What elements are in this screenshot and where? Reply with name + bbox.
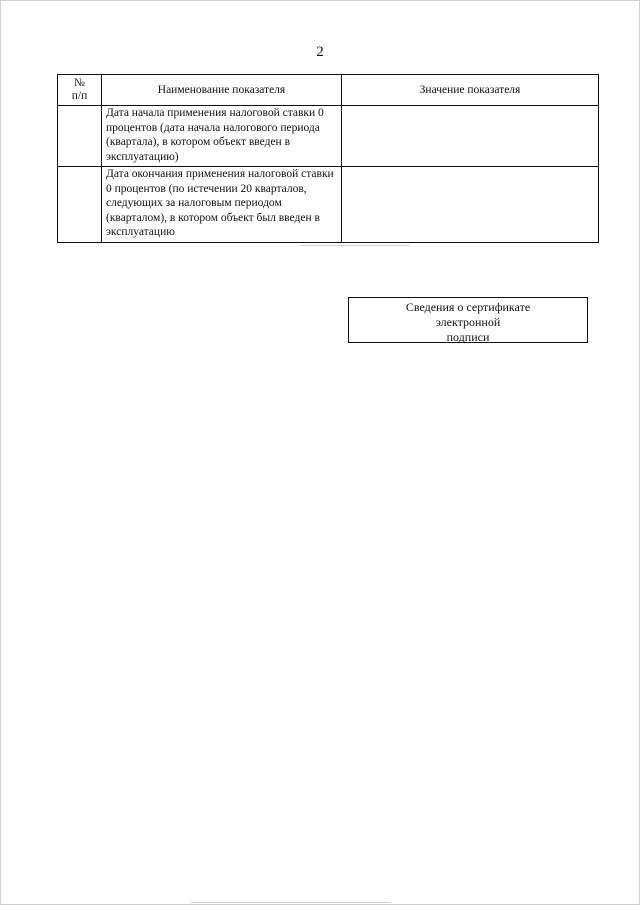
table-row <box>58 167 599 243</box>
table-row <box>58 106 599 167</box>
scan-artifact-line <box>300 245 410 246</box>
certificate-line: Сведения о сертификате <box>405 300 531 314</box>
row-number <box>58 167 102 243</box>
header-number <box>58 75 102 106</box>
indicators-table <box>57 74 599 243</box>
row-indicator-value[interactable] <box>342 106 599 167</box>
row-indicator-value[interactable] <box>342 167 599 243</box>
certificate-line: электронной <box>435 315 501 329</box>
row-indicator-name: Дата окончания применения налоговой ставки 0 процентов (по истечении 20 кварталов, следующих за налоговым периодом (кварталом), в котором объект был введен в эксплуатацию <box>102 167 342 243</box>
header-indicator-value: Значение показателя <box>342 75 599 106</box>
page-number: 2 <box>316 44 324 60</box>
table-header-row <box>58 75 599 106</box>
row-number <box>58 106 102 167</box>
header-indicator-name: Наименование показателя <box>102 75 342 106</box>
header-number-abbr: п/п <box>71 90 88 102</box>
header-number-symbol: № <box>74 77 85 89</box>
row-indicator-name: Дата начала применения налоговой ставки 0 процентов (дата начала налогового периода (квартала), в котором объект введен в эксплуатацию) <box>102 106 342 167</box>
signature-certificate-box <box>348 297 588 343</box>
scan-artifact-line <box>190 902 390 903</box>
certificate-line: подписи <box>446 330 490 344</box>
